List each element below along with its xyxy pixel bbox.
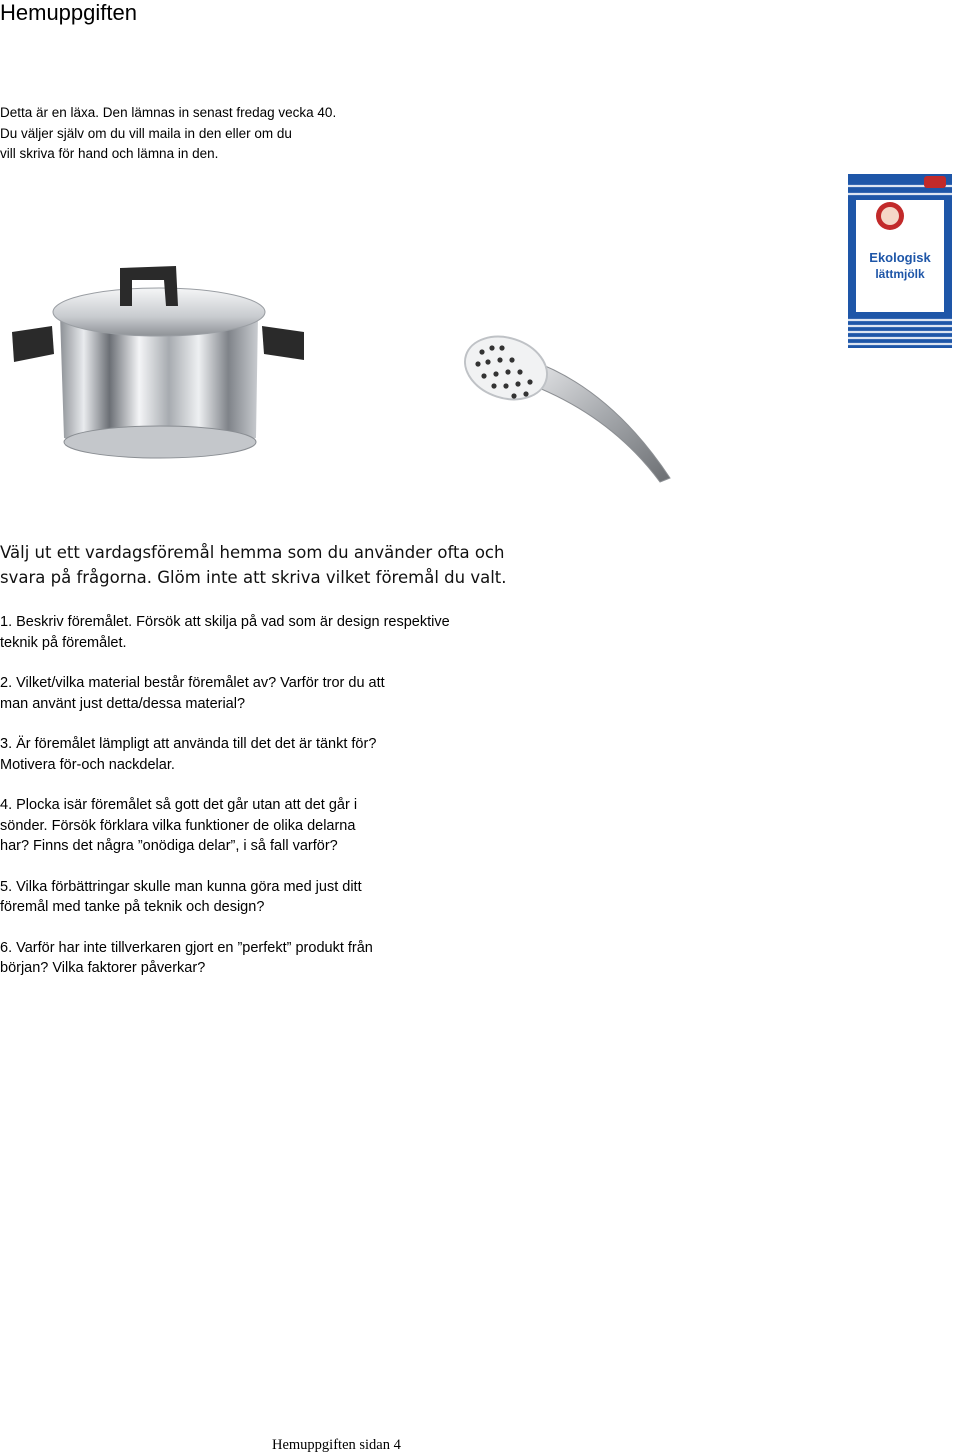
question-line: början? Vilka faktorer påverkar? [0,960,206,976]
question-line: sönder. Försök förklara vilka funktioner de olika delarna [0,817,356,834]
question-item [0,877,450,918]
intro-line: Du väljer själv om du vill maila in den eller om du [0,125,292,141]
question-line: man använt just detta/dessa material? [0,695,246,712]
question-line: 2. Vilket/vilka material består föremålet av? Varför tror du att [0,675,385,691]
question-item [0,938,450,979]
question-item [0,612,450,653]
question-line: teknik på föremålet. [0,634,127,651]
page-title: Hemuppgiften [0,0,137,25]
carton-label-line2: lättmjölk [875,267,925,281]
question-item [0,673,450,714]
question-item [0,734,450,775]
question-list [0,612,450,999]
question-line: föremål med tanke på teknik och design? [0,899,265,915]
question-line: har? Finns det några ”onödiga delar”, i så fall varför? [0,838,338,854]
question-item [0,795,450,857]
shower-head-image [460,318,680,488]
lead-line: Välj ut ett vardagsföremål hemma som du använder ofta och [0,543,505,562]
intro-line: vill skriva för hand och lämna in den. [0,146,219,161]
carton-label-line1: Ekologisk [869,250,931,265]
intro-text [0,103,336,165]
page-footer: Hemuppgiften sidan 4 [272,1437,401,1453]
question-line: 6. Varför har inte tillverkaren gjort en ”perfekt” produkt från [0,939,373,956]
assignment-lead [0,540,507,590]
question-line: 5. Vilka förbättringar skulle man kunna göra med just ditt [0,878,362,895]
lead-line: svara på frågorna. Glöm inte att skriva vilket föremål du valt. [0,568,507,587]
question-line: 1. Beskriv föremålet. Försök att skilja på vad som är design respektive [0,614,450,630]
intro-line: Detta är en läxa. Den lämnas in senast fredag vecka 40. [0,105,337,120]
question-line: 3. Är föremålet lämpligt att använda till det det är tänkt för? [0,736,377,752]
milk-carton-image [844,170,956,350]
question-line: 4. Plocka isär föremålet så gott det går utan att det går i [0,797,358,813]
cooking-pot-image [8,262,310,470]
question-line: Motivera för-och nackdelar. [0,756,175,773]
